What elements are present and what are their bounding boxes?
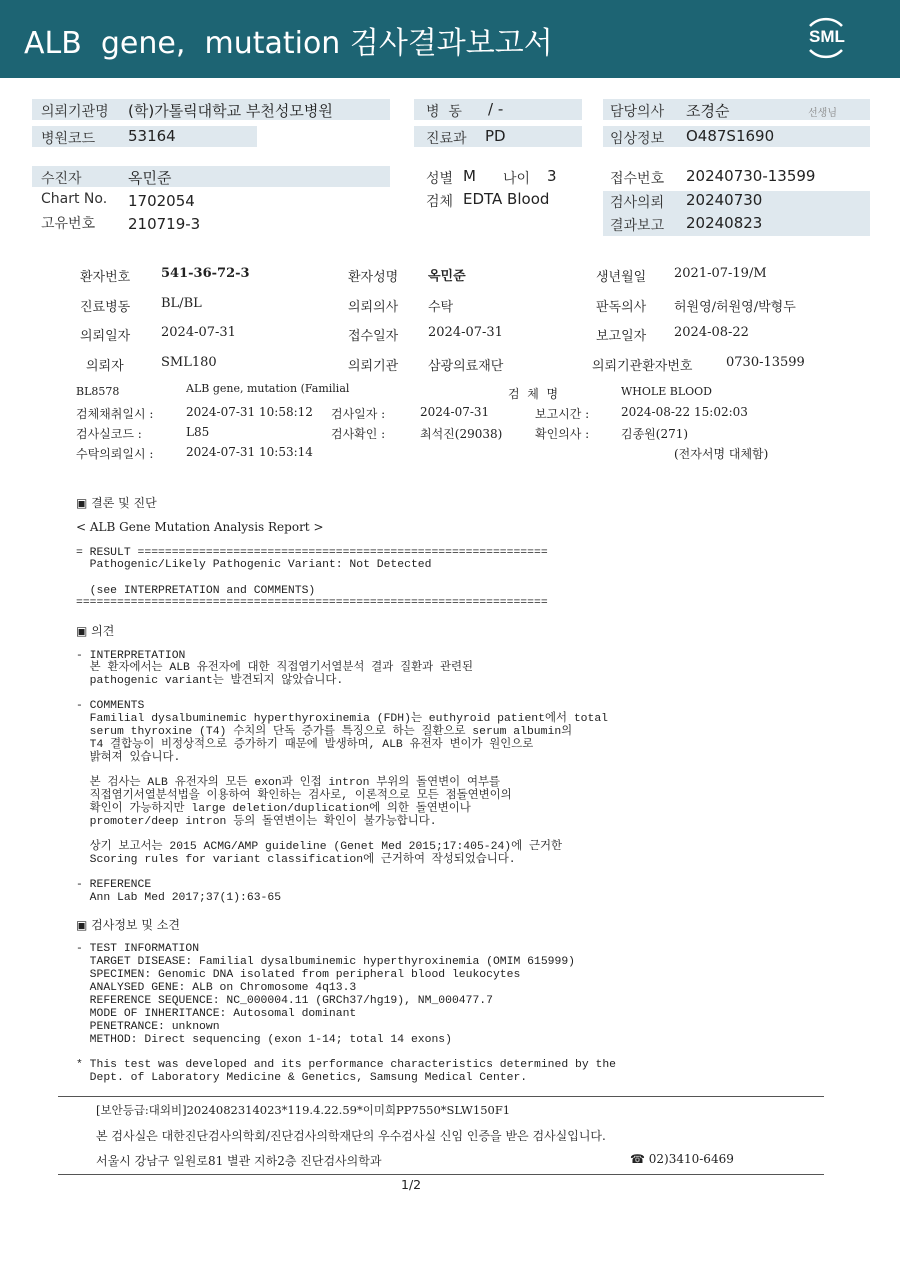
interpretation-title: - INTERPRETATION (76, 650, 186, 662)
code-label: 병원코드 (41, 131, 96, 147)
room-label: 검사실코드 : (76, 427, 142, 441)
reference-line-1: Ann Lab Med 2017;37(1):63-65 (76, 892, 282, 904)
report-date-value: 2024-08-22 (674, 325, 749, 340)
conclusion-heading: ▣ 결론 및 진단 (76, 496, 157, 510)
security-line: [보안등급:대외비]2024082314023*119.4.22.59*이미희PP7550*SLW150F1 (96, 1103, 511, 1117)
doctor-suffix: 선생님 (808, 108, 837, 119)
age-value: 3 (547, 167, 557, 185)
confirm-doctor-value: 김종원(271) (621, 427, 689, 441)
specimen-value: EDTA Blood (463, 190, 550, 208)
interpretation-line-1: 본 환자에서는 ALB 유전자에 대한 직접염기서열분석 결과 질환과 관련된 (76, 662, 473, 674)
report-time-label: 보고시간 : (535, 407, 590, 421)
comments-line-7: 확인이 가능하지만 large deletion/duplication에 의한 돌연변이나 (76, 803, 471, 815)
footer-top-rule (58, 1096, 824, 1097)
requester-value: SML180 (161, 355, 217, 370)
consign-label: 수탁의뢰일시 : (76, 447, 154, 461)
request-value: 20240730 (686, 191, 763, 209)
receipt-label: 접수번호 (610, 171, 665, 187)
esign-note: (전자서명 대체함) (674, 447, 769, 461)
analysis-report-title: < ALB Gene Mutation Analysis Report > (76, 520, 324, 534)
note-line-2: Dept. of Laboratory Medicine & Genetics, Samsung Medical Center. (76, 1072, 528, 1084)
hospital-label: 의뢰기관명 (41, 104, 109, 120)
report-value: 20240823 (686, 214, 763, 232)
req-doctor-label: 의뢰의사 (348, 300, 399, 315)
comments-line-5: 본 검사는 ALB 유전자의 모든 exon과 인접 intron 부위의 돌연변이 여부를 (76, 777, 500, 789)
confirm-value: 최석진(29038) (420, 427, 503, 441)
test-info-line-2: SPECIMEN: Genomic DNA isolated from peripheral blood leukocytes (76, 969, 521, 981)
reference-title: - REFERENCE (76, 879, 152, 891)
test-info-line-1: TARGET DISEASE: Familial dysalbuminemic hyperthyroxinemia (OMIM 615999) (76, 956, 575, 968)
reader-value: 허원영/허원영/박형두 (674, 300, 796, 315)
specimen-name-value: WHOLE BLOOD (621, 385, 712, 398)
hospital-value: (학)가톨릭대학교 부천성모병원 (128, 102, 333, 120)
unique-value: 210719-3 (128, 215, 201, 233)
chart-label: Chart No. (41, 191, 108, 207)
comments-line-1: Familial dysalbuminemic hyperthyroxinemia (FDH)는 euthyroid patient에서 total (76, 713, 609, 725)
note-line-1: * This test was developed and its performance characteristics determined by the (76, 1059, 617, 1071)
page-number: 1/2 (401, 1177, 422, 1192)
comments-title: - COMMENTS (76, 700, 145, 712)
req-doctor-value: 수탁 (428, 300, 454, 315)
comments-line-8: promoter/deep intron 등의 돌연변이는 확인이 불가능합니다. (76, 816, 437, 828)
specimen-name-label: 검 체 명 (508, 387, 559, 401)
request-label: 검사의뢰 (610, 195, 665, 211)
test-name: ALB gene, mutation (Familial (186, 382, 350, 395)
test-info-line-4: REFERENCE SEQUENCE: NC_000004.11 (GRCh37/hg19), NM_000477.7 (76, 995, 493, 1007)
interpretation-line-2: pathogenic variant는 발견되지 않았습니다. (76, 675, 344, 687)
report-time-value: 2024-08-22 15:02:03 (621, 405, 748, 419)
report-title: ALB gene, mutation 검사결과보고서 (24, 26, 553, 61)
test-info-line-6: PENETRANCE: unknown (76, 1021, 220, 1033)
consign-value: 2024-07-31 10:53:14 (186, 445, 313, 459)
comments-line-10: Scoring rules for variant classification에 근거하여 작성되었습니다. (76, 854, 516, 866)
inst-patient-no-value: 0730-13599 (726, 355, 805, 370)
ward-info-label: 진료병동 (80, 300, 131, 315)
chart-value: 1702054 (128, 192, 195, 210)
footer-bottom-rule (58, 1174, 824, 1175)
confirm-label: 검사확인 : (331, 427, 386, 441)
test-info-title: - TEST INFORMATION (76, 943, 200, 955)
code-value: 53164 (128, 127, 176, 145)
clinical-value: O487S1690 (686, 127, 775, 145)
unique-label: 고유번호 (41, 216, 96, 232)
test-info-line-3: ANALYSED GENE: ALB on Chromosome 4q13.3 (76, 982, 357, 994)
certification-line: 본 검사실은 대한진단검사의학회/진단검사의학재단의 우수검사실 신임 인증을 받은 검사실입니다. (96, 1129, 606, 1143)
test-info-heading: ▣ 검사정보 및 소견 (76, 918, 180, 932)
see-note: (see INTERPRETATION and COMMENTS) (76, 585, 316, 597)
recv-date-value: 2024-07-31 (428, 325, 503, 340)
patient-no-value: 541-36-72-3 (161, 266, 250, 281)
room-value: L85 (186, 425, 210, 439)
ward-label: 병 동 (426, 104, 462, 120)
test-info-line-7: METHOD: Direct sequencing (exon 1-14; total 14 exons) (76, 1034, 452, 1046)
name-value: 옥민준 (428, 269, 466, 284)
report-date-label: 보고일자 (596, 329, 647, 344)
comments-line-3: T4 결합능이 비정상적으로 증가하기 때문에 발생하며, ALB 유전자 변이가 원인으로 (76, 739, 534, 751)
test-info-line-5: MODE OF INHERITANCE: Autosomal dominant (76, 1008, 357, 1020)
ward-info-value: BL/BL (161, 296, 202, 311)
test-date-label: 검사일자 : (331, 407, 386, 421)
patient-value: 옥민준 (128, 169, 172, 187)
patient-row-bg (32, 166, 390, 187)
patient-label: 수진자 (41, 171, 82, 187)
institution-label: 의뢰기관 (348, 359, 399, 374)
collect-label: 검체채취일시 : (76, 407, 154, 421)
birth-value: 2021-07-19/M (674, 266, 767, 281)
inst-patient-no-label: 의뢰기관환자번호 (592, 359, 693, 374)
confirm-doctor-label: 확인의사 : (535, 427, 590, 441)
comments-line-2: serum thyroxine (T4) 수치의 단독 증가를 특징으로 하는 질환으로 serum albumin의 (76, 726, 573, 738)
logo-text: SML (809, 27, 845, 46)
birth-label: 생년월일 (596, 270, 647, 285)
name-label: 환자성명 (348, 270, 399, 285)
result-end-rule: ===================================================================== (76, 597, 548, 609)
specimen-label: 검체 (426, 194, 454, 210)
age-label: 나이 (503, 171, 531, 187)
comments-line-6: 직접염기서열분석법을 이용하여 확인하는 검사로, 이론적으로 모든 점돌연변이의 (76, 790, 512, 802)
patient-no-label: 환자번호 (80, 270, 131, 285)
req-date-label: 의뢰일자 (80, 329, 131, 344)
lab-address: 서울시 강남구 일원로81 별관 지하2층 진단검사의학과 (96, 1154, 382, 1168)
dept-value: PD (485, 127, 506, 145)
req-date-value: 2024-07-31 (161, 325, 236, 340)
report-label: 결과보고 (610, 218, 665, 234)
clinical-label: 임상정보 (610, 131, 665, 147)
result-rule: = RESULT ============================================================ (76, 547, 548, 559)
recv-date-label: 접수일자 (348, 329, 399, 344)
opinion-heading: ▣ 의견 (76, 624, 115, 638)
collect-value: 2024-07-31 10:58:12 (186, 405, 313, 419)
sex-value: M (463, 167, 476, 185)
receipt-value: 20240730-13599 (686, 167, 816, 185)
test-code: BL8578 (76, 385, 120, 398)
comments-line-9: 상기 보고서는 2015 ACMG/AMP guideline (Genet Med 2015;17:405-24)에 근거한 (76, 841, 562, 853)
ward-value: / - (488, 100, 504, 118)
lab-phone: ☎ 02)3410-6469 (630, 1152, 734, 1166)
doctor-label: 담당의사 (610, 104, 665, 120)
institution-value: 삼광의료재단 (428, 359, 504, 374)
dept-label: 진료과 (426, 131, 467, 147)
test-date-value: 2024-07-31 (420, 405, 490, 419)
result-value: Pathogenic/Likely Pathogenic Variant: Not Detected (76, 559, 432, 571)
sex-label: 성별 (426, 171, 454, 187)
requester-label: 의뢰자 (86, 359, 124, 374)
comments-line-4: 밝혀져 있습니다. (76, 752, 181, 764)
reader-label: 판독의사 (596, 300, 647, 315)
doctor-value: 조경순 (686, 102, 730, 120)
